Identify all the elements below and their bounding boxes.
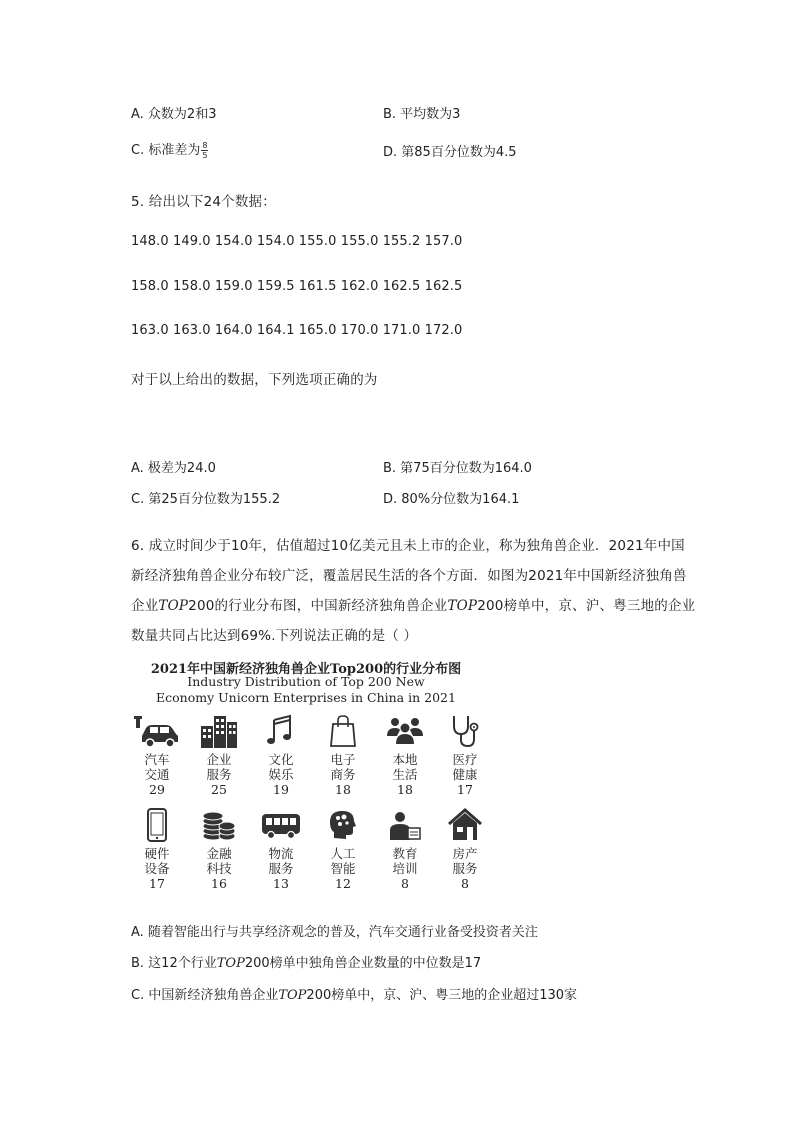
- fraction-denominator: 5: [202, 151, 208, 160]
- industry-count: 18: [335, 782, 351, 797]
- q5-option-c: C. 第25百分位数为155.2: [131, 492, 281, 507]
- fraction: [201, 141, 208, 160]
- math-top: TOP: [158, 598, 189, 614]
- industry-label-2: 娱乐: [268, 767, 294, 782]
- q5-question: 对于以上给出的数据，下列选项正确的为: [131, 372, 378, 388]
- industry-label-1: 教育: [392, 846, 418, 861]
- industry-label-1: 房产: [452, 846, 478, 861]
- q5-option-d: D. 80%分位数为164.1: [383, 492, 520, 507]
- industry-item: [435, 714, 495, 798]
- industry-item: [435, 808, 495, 892]
- industry-item: [313, 714, 373, 798]
- q6-line-3-text: 200榜单中，京、沪、粤三地的企业: [477, 598, 696, 614]
- industry-count: 12: [335, 876, 351, 891]
- q4-option-c-text: C. 标准差为: [131, 143, 201, 158]
- industry-label-1: 汽车: [144, 752, 170, 767]
- math-top: TOP: [447, 598, 478, 614]
- industry-item: [375, 714, 435, 798]
- figure-title-en-1: Industry Distribution of Top 200 New: [187, 674, 425, 689]
- industry-label-2: 科技: [206, 861, 232, 876]
- math-top: TOP: [278, 988, 307, 1003]
- q4-option-b: B. 平均数为3: [383, 107, 461, 122]
- q6-option-b-text: 200榜单中独角兽企业数量的中位数是17: [244, 956, 482, 971]
- q6-line-1: 6. 成立时间少于10年，估值超过10亿美元且未上市的企业，称为独角兽企业．2021年中国: [131, 538, 685, 554]
- industry-label-2: 服务: [452, 861, 478, 876]
- industry-count: 18: [397, 782, 413, 797]
- q4-option-a: A. 众数为2和3: [131, 107, 217, 122]
- shopping-bag-icon: [329, 714, 357, 748]
- industry-label-2: 培训: [392, 861, 418, 876]
- teacher-icon: [388, 808, 422, 842]
- industry-count: 25: [211, 782, 227, 797]
- q5-data-line-3: 163.0 163.0 164.0 164.1 165.0 170.0 171.0 172.0: [131, 323, 463, 338]
- q6-line-2: 新经济独角兽企业分布较广泛，覆盖居民生活的各个方面．如图为2021年中国新经济独角兽: [131, 568, 687, 584]
- industry-count: 29: [149, 782, 165, 797]
- house-icon: [447, 808, 483, 842]
- industry-label-1: 医疗: [452, 752, 478, 767]
- q5-data-line-2: 158.0 158.0 159.0 159.5 161.5 162.0 162.5 162.5: [131, 279, 463, 294]
- industry-item: [313, 808, 373, 892]
- q5-stem: 5. 给出以下24个数据：: [131, 194, 276, 210]
- figure-title-cn: 2021年中国新经济独角兽企业Top200的行业分布图: [150, 662, 462, 677]
- q6-option-b-text: B. 这12个行业: [131, 956, 217, 971]
- q6-line-3-text: 200的行业分布图，中国新经济独角兽企业: [188, 598, 448, 614]
- industry-count: 8: [461, 876, 469, 891]
- industry-label-1: 本地: [392, 752, 418, 767]
- industry-count: 17: [149, 876, 165, 891]
- coins-icon: [201, 808, 237, 842]
- ai-head-icon: [328, 808, 358, 842]
- q4-option-d: D. 第85百分位数为4.5: [383, 145, 517, 160]
- industry-label-1: 人工: [330, 846, 356, 861]
- industry-item: [189, 714, 249, 798]
- industry-item: [375, 808, 435, 892]
- industry-item: [251, 714, 311, 798]
- industry-label-1: 电子: [330, 752, 356, 767]
- industry-label-2: 设备: [144, 861, 170, 876]
- q6-option-b: [131, 952, 481, 971]
- industry-label-2: 商务: [330, 767, 356, 782]
- q6-line-3-text: 企业: [131, 598, 159, 614]
- industry-count: 16: [211, 876, 227, 891]
- industry-item: [127, 714, 187, 798]
- industry-count: 17: [457, 782, 473, 797]
- industry-count: 8: [401, 876, 409, 891]
- stethoscope-icon: [450, 714, 480, 748]
- industry-item: [251, 808, 311, 892]
- q4-option-c: [131, 139, 208, 160]
- bus-icon: [260, 808, 302, 842]
- people-icon: [385, 714, 425, 748]
- industry-label-2: 生活: [392, 767, 418, 782]
- industry-label-2: 交通: [144, 767, 170, 782]
- q6-line-3: [131, 594, 695, 614]
- music-note-icon: [266, 714, 296, 748]
- q5-option-a: A. 极差为24.0: [131, 461, 216, 476]
- industry-label-1: 金融: [206, 846, 232, 861]
- q6-option-c: [131, 984, 577, 1003]
- industry-label-2: 服务: [268, 861, 294, 876]
- fraction-numerator: 8: [202, 141, 208, 150]
- industry-item: [189, 808, 249, 892]
- smartphone-icon: [146, 808, 168, 842]
- industry-count: 13: [273, 876, 289, 891]
- industry-label-1: 文化: [268, 752, 294, 767]
- industry-label-1: 企业: [206, 752, 232, 767]
- q6-line-4: 数量共同占比达到69%.下列说法正确的是（ ）: [131, 628, 418, 644]
- industry-label-2: 智能: [330, 861, 356, 876]
- buildings-icon: [199, 714, 239, 748]
- industry-label-1: 硬件: [144, 846, 170, 861]
- q5-data-line-1: 148.0 149.0 154.0 154.0 155.0 155.0 155.2 157.0: [131, 234, 463, 249]
- industry-distribution-figure: [131, 658, 491, 898]
- industry-label-2: 服务: [206, 767, 232, 782]
- industry-label-2: 健康: [452, 767, 478, 782]
- figure-title-en-2: Economy Unicorn Enterprises in China in 2021: [156, 690, 456, 705]
- industry-label-1: 物流: [268, 846, 294, 861]
- q6-option-c-text: C. 中国新经济独角兽企业: [131, 988, 279, 1003]
- car-icon: [134, 714, 180, 748]
- q5-option-b: B. 第75百分位数为164.0: [383, 461, 532, 476]
- industry-item: [127, 808, 187, 892]
- industry-count: 19: [273, 782, 289, 797]
- q6-option-c-text: 200榜单中，京、沪、粤三地的企业超过130家: [306, 988, 578, 1003]
- q6-option-a: A. 随着智能出行与共享经济观念的普及，汽车交通行业备受投资者关注: [131, 925, 538, 940]
- math-top: TOP: [216, 956, 245, 971]
